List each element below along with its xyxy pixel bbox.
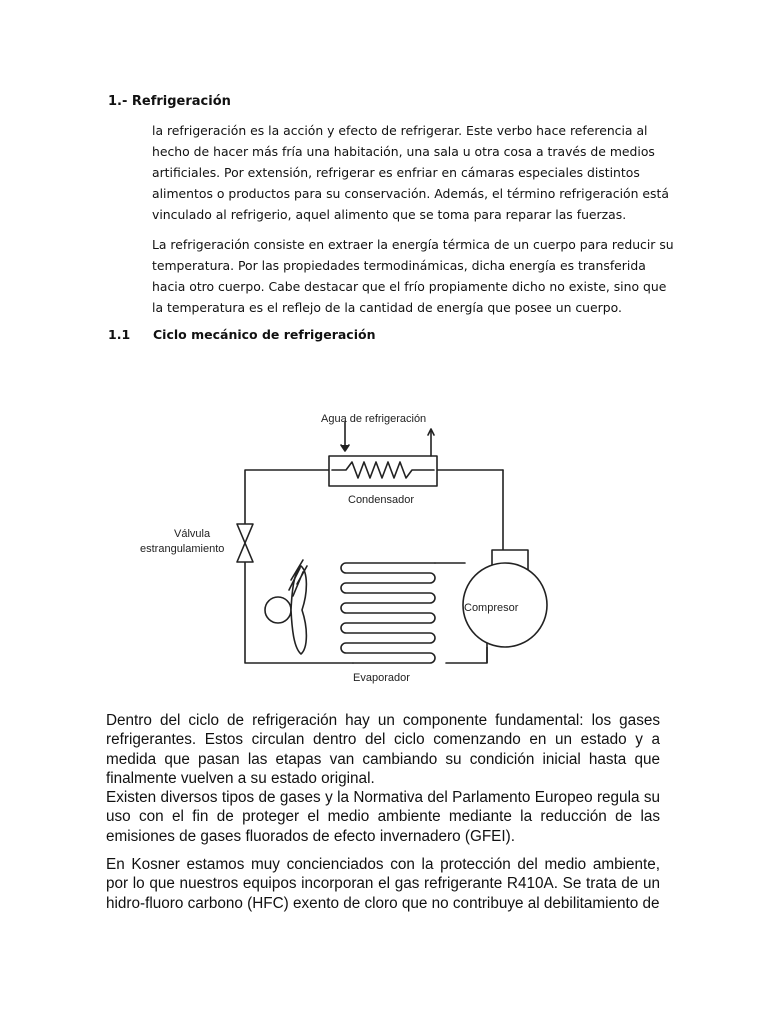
subsection-title: Ciclo mecánico de refrigeración: [153, 327, 376, 342]
valve-label-2: estrangulamiento: [140, 543, 225, 555]
evaporator-coil: [341, 563, 443, 663]
paragraph-line: temperatura. Por las propiedades termodinámicas, dicha energía es transferida: [152, 258, 646, 273]
paragraph-line: la refrigeración es la acción y efecto de refrigerar. Este verbo hace referencia al: [152, 123, 648, 138]
fan: [265, 560, 307, 654]
paragraph-line: vinculado al refrigerio, aquel alimento que se toma para reparar las fuerzas.: [152, 207, 627, 222]
compressor-label: Compresor: [464, 602, 519, 614]
subsection-number: 1.1: [108, 327, 131, 342]
paragraph-line: hacia otro cuerpo. Cabe destacar que el frío propiamente dicho no existe, sino que: [152, 279, 667, 294]
section-heading: 1.- Refrigeración: [108, 94, 231, 109]
intro-paragraph: [152, 120, 672, 225]
paragraph-line: hecho de hacer más fría una habitación, una sala u otra cosa a través de medios: [152, 144, 655, 159]
paragraph-line: alimentos o productos para su conservación. Además, el término refrigeración está: [152, 186, 669, 201]
expansion-valve: [237, 524, 253, 562]
valve-label: Válvula: [174, 528, 211, 540]
body-paragraph-3: En Kosner estamos muy concienciados con la protección del medio ambiente, por lo que nuestros equipos incorporan el gas refrigerante R410A. Se trata de un hidro-fluoro carbono (HFC) exento de cloro que no contribuye al debilitamiento de: [106, 856, 660, 912]
paragraph-line: artificiales. Por extensión, refrigerar es enfriar en cámaras especiales distintos: [152, 165, 640, 180]
subsection-heading: [108, 327, 376, 342]
condenser-box: [329, 456, 437, 486]
paragraph-line: la temperatura es el reflejo de la cantidad de energía que posee un cuerpo.: [152, 300, 622, 315]
condenser-label: Condensador: [348, 494, 415, 506]
paragraph-line: La refrigeración consiste en extraer la energía térmica de un cuerpo para reducir su: [152, 237, 674, 252]
pipe-loop-top-left: [245, 470, 329, 524]
body-paragraph-1: Dentro del ciclo de refrigeración hay un componente fundamental: los gases refrigerantes. Estos circulan dentro del ciclo comenzando en un estado y a medida que pasan las etapas van cambiando su condición inicial hasta que finalmente vuelven a su estado original.: [106, 712, 660, 788]
evaporator-label: Evaporador: [353, 672, 410, 684]
body-paragraph-2: Existen diversos tipos de gases y la Normativa del Parlamento Europeo regula su uso con el fin de proteger el medio ambiente mediante la reducción de las emisiones de gases fluorados de efecto invernadero (GFEI).: [106, 789, 660, 845]
definition-paragraph: [152, 234, 672, 318]
water-label: Agua de refrigeración: [321, 413, 427, 425]
refrigeration-cycle-diagram: [140, 400, 519, 690]
